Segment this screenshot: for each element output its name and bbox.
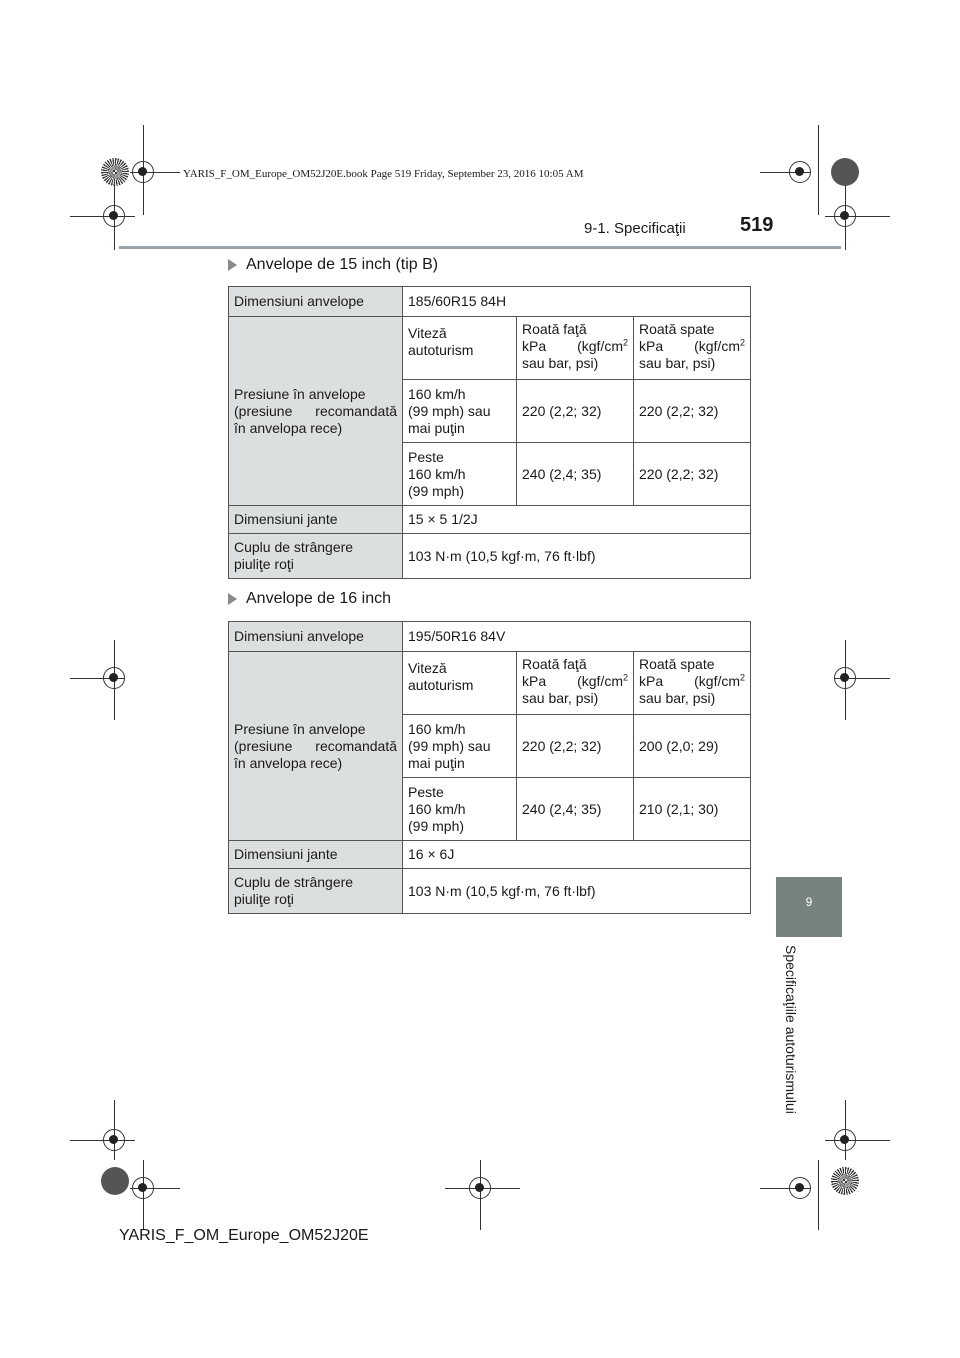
torque-label: Cuplu de strângere piuliţe roţi [229, 534, 403, 579]
tire-size-value: 195/50R16 84V [403, 622, 751, 652]
table-row [229, 506, 751, 534]
col-header-speed: Viteză autoturism [403, 317, 517, 380]
heading-text: Anvelope de 15 inch (tip B) [246, 256, 439, 273]
tire-size-label: Dimensiuni anvelope [229, 287, 403, 317]
front-pressure-cell: 240 (2,4; 35) [517, 778, 634, 841]
torque-label: Cuplu de strângere piuliţe roţi [229, 869, 403, 914]
table-row [229, 287, 751, 317]
heading-text: Anvelope de 16 inch [246, 590, 391, 607]
speed-cell: Peste 160 km/h (99 mph) [403, 443, 517, 506]
tire-size-label: Dimensiuni anvelope [229, 622, 403, 652]
col-header-rear: Roată spate kPa ($kgf/cm^2$ sau bar, psi) [634, 317, 751, 380]
table-heading-16-inch [228, 590, 391, 608]
table-heading-15-inch [228, 256, 438, 274]
torque-value: 103 N·m (10,5 kgf·m, 76 ft·lbf) [403, 534, 751, 579]
rear-pressure-cell: 200 (2,0; 29) [634, 715, 751, 778]
front-pressure-cell: 220 (2,2; 32) [517, 715, 634, 778]
table-row [229, 841, 751, 869]
chapter-title: Specificaţiile autoturismului [783, 945, 799, 1114]
table-row [229, 869, 751, 914]
wheel-size-value: 15 × 5 1/2J [403, 506, 751, 534]
print-info: YARIS_F_OM_Europe_OM52J20E.book Page 519 Friday, September 23, 2016 10:05 AM [183, 168, 584, 180]
pressure-label: Presiune în anvelope (presiune recomandată în anvelopa rece) [229, 317, 403, 506]
section-title: 9-1. Specificaţii [584, 220, 686, 237]
wheel-size-value: 16 × 6J [403, 841, 751, 869]
triangle-bullet-icon [228, 259, 237, 271]
torque-value: 103 N·m (10,5 kgf·m, 76 ft·lbf) [403, 869, 751, 914]
triangle-bullet-icon [228, 593, 237, 605]
table-row [229, 317, 751, 380]
front-pressure-cell: 220 (2,2; 32) [517, 380, 634, 443]
table-row [229, 534, 751, 579]
rear-pressure-cell: 220 (2,2; 32) [634, 380, 751, 443]
wheel-size-label: Dimensiuni jante [229, 506, 403, 534]
speed-cell: 160 km/h (99 mph) sau mai puţin [403, 380, 517, 443]
front-pressure-cell: 240 (2,4; 35) [517, 443, 634, 506]
chapter-number: 9 [805, 895, 813, 909]
page-number: 519 [740, 214, 774, 236]
speed-cell: 160 km/h (99 mph) sau mai puţin [403, 715, 517, 778]
wheel-size-label: Dimensiuni jante [229, 841, 403, 869]
rear-pressure-cell: 220 (2,2; 32) [634, 443, 751, 506]
table-row [229, 622, 751, 652]
chapter-tab [776, 877, 842, 937]
pressure-label: Presiune în anvelope (presiune recomandată în anvelopa rece) [229, 652, 403, 841]
tire-spec-table-16-inch [228, 621, 751, 914]
tire-spec-table-15-inch [228, 286, 751, 579]
table-row [229, 652, 751, 715]
speed-cell: Peste 160 km/h (99 mph) [403, 778, 517, 841]
header-rule [119, 246, 841, 249]
footer-doc-id: YARIS_F_OM_Europe_OM52J20E [119, 1227, 369, 1244]
col-header-speed: Viteză autoturism [403, 652, 517, 715]
col-header-front: Roată faţă kPa ($kgf/cm^2$ sau bar, psi) [517, 652, 634, 715]
tire-size-value: 185/60R15 84H [403, 287, 751, 317]
col-header-front: Roată faţă kPa ($kgf/cm^2$ sau bar, psi) [517, 317, 634, 380]
col-header-rear: Roată spate kPa ($kgf/cm^2$ sau bar, psi) [634, 652, 751, 715]
rear-pressure-cell: 210 (2,1; 30) [634, 778, 751, 841]
